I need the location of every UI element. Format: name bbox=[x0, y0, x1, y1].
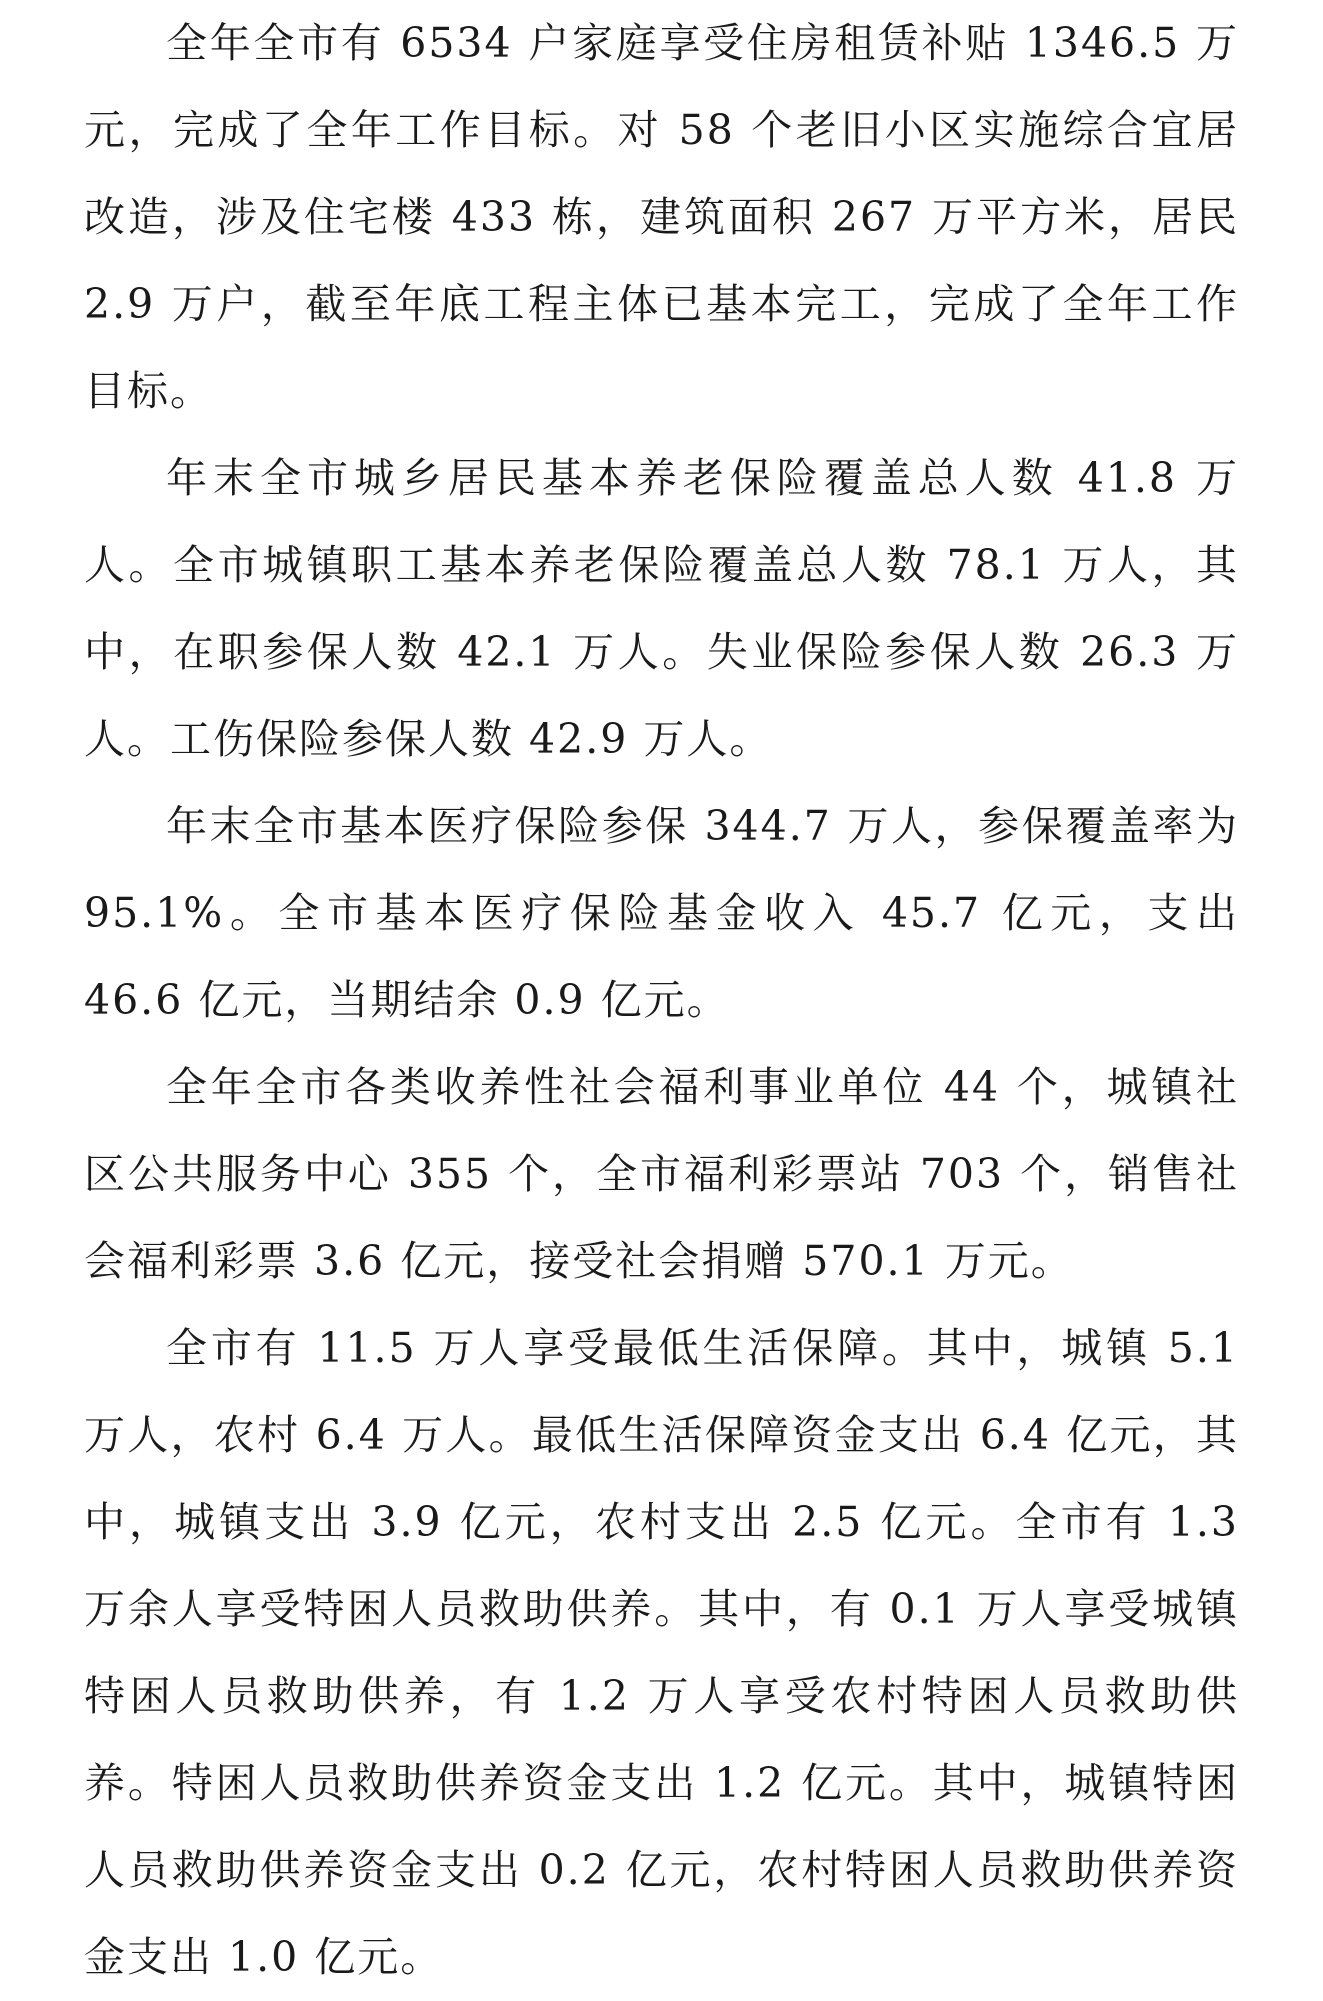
paragraph-minimum-living-security: 全市有 11.5 万人享受最低生活保障。其中，城镇 5.1 万人，农村 6.4 万人。最低生活保障资金支出 6.4 亿元，其中，城镇支出 3.9 亿元，农村支出 2.5 亿元。全市有 1.3 万余人享受特困人员救助供养。其中，有 0.1 万人享受城镇特困人员救助供养，有 1.2 万人享受农村特困人员救助供养。特困人员救助供养资金支出 1.2 亿元。其中，城镇特困人员救助供养资金支出 0.2 亿元，农村特困人员救助供养资金支出 1.0 亿元。 bbox=[84, 1324, 1239, 1981]
paragraph-medical-insurance: 年末全市基本医疗保险参保 344.7 万人，参保覆盖率为 95.1%。全市基本医疗保险基金收入 45.7 亿元，支出 46.6 亿元，当期结余 0.9 亿元。 bbox=[84, 802, 1239, 1024]
paragraph-housing: 全年全市有 6534 户家庭享受住房租赁补贴 1346.5 万元，完成了全年工作目标。对 58 个老旧小区实施综合宜居改造，涉及住宅楼 433 栋，建筑面积 267 万平方米，居民 2.9 万户，截至年底工程主体已基本完工，完成了全年工作目标。 bbox=[84, 19, 1239, 415]
paragraph-social-welfare: 全年全市各类收养性社会福利事业单位 44 个，城镇社区公共服务中心 355 个，全市福利彩票站 703 个，销售社会福利彩票 3.6 亿元，接受社会捐赠 570.1 万元。 bbox=[84, 1063, 1239, 1285]
paragraph-pension-insurance: 年末全市城乡居民基本养老保险覆盖总人数 41.8 万人。全市城镇职工基本养老保险覆盖总人数 78.1 万人，其中，在职参保人数 42.1 万人。失业保险参保人数 26.3 万人。工伤保险参保人数 42.9 万人。 bbox=[84, 454, 1239, 763]
document-body bbox=[84, 0, 1239, 2001]
